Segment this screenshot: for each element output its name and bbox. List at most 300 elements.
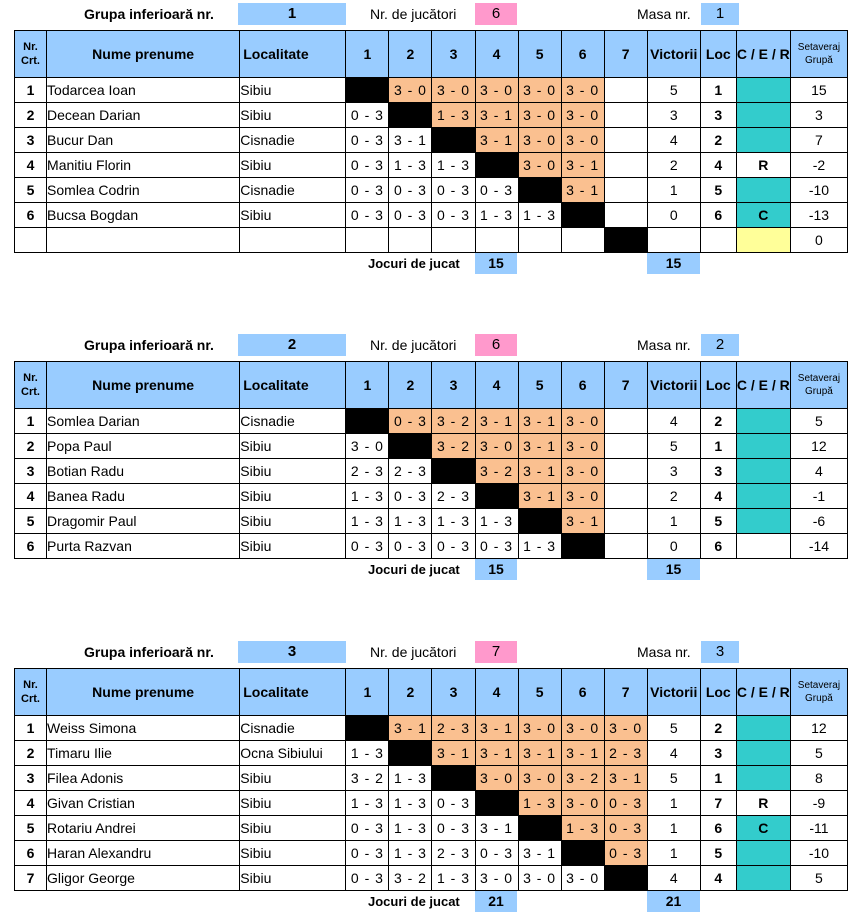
- score-cell[interactable]: 1 - 3: [518, 791, 561, 816]
- score-cell[interactable]: 0 - 3: [432, 534, 475, 559]
- place-cell: 7: [700, 791, 736, 816]
- player-name[interactable]: Dragomir Paul: [47, 509, 240, 534]
- header-col-7: 7: [604, 31, 647, 78]
- score-cell[interactable]: [604, 459, 647, 484]
- player-name[interactable]: Timaru Ilie: [47, 741, 240, 766]
- score-cell[interactable]: 3 - 1: [518, 409, 561, 434]
- score-cell[interactable]: [604, 509, 647, 534]
- group-label: Grupa inferioară nr.: [84, 644, 214, 660]
- score-cell[interactable]: 1 - 3: [389, 816, 432, 841]
- score-cell[interactable]: 3 - 0: [561, 78, 604, 103]
- header-nr: Nr. Crt.: [15, 669, 47, 716]
- score-cell[interactable]: [604, 178, 647, 203]
- table-row: [15, 484, 848, 509]
- player-locality[interactable]: Sibiu: [240, 509, 346, 534]
- score-cell[interactable]: 3 - 0: [475, 866, 518, 891]
- header-col-2: 2: [389, 362, 432, 409]
- victories-cell: 4: [647, 409, 700, 434]
- score-cell[interactable]: 0 - 3: [432, 791, 475, 816]
- group-footer: [14, 253, 848, 275]
- header-setaveraj: Setaveraj Grupă: [790, 31, 847, 78]
- cer-cell[interactable]: [736, 484, 790, 509]
- diagonal-cell: [389, 741, 432, 766]
- row-number: 2: [15, 434, 47, 459]
- header-row: [15, 362, 848, 409]
- cer-cell[interactable]: [736, 741, 790, 766]
- score-cell[interactable]: 3 - 0: [561, 791, 604, 816]
- cer-cell[interactable]: [736, 103, 790, 128]
- score-cell[interactable]: [604, 78, 647, 103]
- score-cell[interactable]: 0 - 3: [432, 816, 475, 841]
- setaveraj-cell: 7: [790, 128, 847, 153]
- diagonal-cell: [561, 534, 604, 559]
- score-cell[interactable]: [604, 128, 647, 153]
- setaveraj-cell: -14: [790, 534, 847, 559]
- score-cell[interactable]: 0 - 3: [604, 791, 647, 816]
- score-cell[interactable]: 3 - 1: [389, 716, 432, 741]
- diagonal-cell: [475, 153, 518, 178]
- victories-cell: 1: [647, 841, 700, 866]
- score-cell[interactable]: 0 - 3: [604, 841, 647, 866]
- cer-cell[interactable]: [736, 128, 790, 153]
- score-cell[interactable]: 3 - 1: [389, 128, 432, 153]
- score-cell[interactable]: 1 - 3: [346, 484, 389, 509]
- header-victorii: Victorii: [647, 669, 700, 716]
- games-count-total: 15: [647, 253, 700, 274]
- score-cell[interactable]: 3 - 0: [561, 459, 604, 484]
- score-cell[interactable]: [604, 534, 647, 559]
- score-cell[interactable]: 0 - 3: [346, 178, 389, 203]
- score-cell[interactable]: 3 - 1: [561, 153, 604, 178]
- group-label: Grupa inferioară nr.: [84, 337, 214, 353]
- table-label: Masa nr.: [637, 337, 691, 353]
- victories-cell: 2: [647, 153, 700, 178]
- row-number: [15, 228, 47, 253]
- player-name[interactable]: Todarcea Ioan: [47, 78, 240, 103]
- score-cell[interactable]: 1 - 3: [518, 534, 561, 559]
- header-place: Loc: [700, 669, 736, 716]
- header-name: Nume prenume: [47, 669, 240, 716]
- setaveraj-cell: 8: [790, 766, 847, 791]
- score-cell[interactable]: 3 - 0: [561, 409, 604, 434]
- victories-cell: 4: [647, 866, 700, 891]
- group-number[interactable]: 1: [238, 3, 346, 25]
- score-cell[interactable]: 1 - 3: [432, 153, 475, 178]
- score-cell[interactable]: 3 - 0: [475, 766, 518, 791]
- cer-cell[interactable]: [736, 534, 790, 559]
- row-number: 6: [15, 534, 47, 559]
- setaveraj-cell: 4: [790, 459, 847, 484]
- cer-cell[interactable]: [736, 78, 790, 103]
- score-cell[interactable]: 3 - 0: [561, 128, 604, 153]
- header-col-7: 7: [604, 362, 647, 409]
- cer-cell[interactable]: R: [736, 791, 790, 816]
- table-number[interactable]: 2: [701, 334, 739, 356]
- score-cell[interactable]: [432, 228, 475, 253]
- cer-cell[interactable]: [736, 841, 790, 866]
- group-header: [14, 2, 848, 30]
- score-cell[interactable]: 3 - 0: [561, 716, 604, 741]
- player-locality[interactable]: Sibiu: [240, 534, 346, 559]
- score-cell[interactable]: [604, 103, 647, 128]
- score-cell[interactable]: 1 - 3: [346, 509, 389, 534]
- score-cell[interactable]: 3 - 0: [561, 103, 604, 128]
- player-name[interactable]: Filea Adonis: [47, 766, 240, 791]
- score-cell[interactable]: 3 - 1: [561, 178, 604, 203]
- score-cell[interactable]: 3 - 1: [561, 741, 604, 766]
- score-cell[interactable]: 1 - 3: [346, 791, 389, 816]
- cer-cell[interactable]: C: [736, 816, 790, 841]
- score-cell[interactable]: 1 - 3: [432, 103, 475, 128]
- player-locality[interactable]: Sibiu: [240, 78, 346, 103]
- score-cell[interactable]: 1 - 3: [475, 203, 518, 228]
- score-cell[interactable]: 0 - 3: [389, 484, 432, 509]
- score-cell[interactable]: 2 - 3: [432, 716, 475, 741]
- table-row: [15, 816, 848, 841]
- player-name[interactable]: Botian Radu: [47, 459, 240, 484]
- victories-cell: 3: [647, 103, 700, 128]
- score-cell[interactable]: [604, 409, 647, 434]
- table-row: [15, 766, 848, 791]
- score-cell[interactable]: 3 - 1: [518, 459, 561, 484]
- score-cell[interactable]: 3 - 0: [561, 484, 604, 509]
- score-cell[interactable]: 0 - 3: [389, 178, 432, 203]
- player-name[interactable]: Bucsa Bogdan: [47, 203, 240, 228]
- score-cell[interactable]: 3 - 1: [518, 484, 561, 509]
- player-name[interactable]: Somlea Darian: [47, 409, 240, 434]
- group-table: [14, 668, 848, 891]
- header-col-2: 2: [389, 669, 432, 716]
- setaveraj-cell: -10: [790, 841, 847, 866]
- score-cell[interactable]: 3 - 1: [475, 816, 518, 841]
- score-cell[interactable]: 3 - 2: [389, 866, 432, 891]
- score-cell[interactable]: 3 - 2: [432, 434, 475, 459]
- player-name[interactable]: Purta Razvan: [47, 534, 240, 559]
- score-cell[interactable]: 0 - 3: [346, 103, 389, 128]
- player-locality[interactable]: Sibiu: [240, 434, 346, 459]
- place-cell: 4: [700, 866, 736, 891]
- header-name: Nume prenume: [47, 31, 240, 78]
- player-name[interactable]: [47, 228, 240, 253]
- score-cell[interactable]: 0 - 3: [432, 178, 475, 203]
- cer-cell[interactable]: R: [736, 153, 790, 178]
- header-nr: Nr. Crt.: [15, 362, 47, 409]
- score-cell[interactable]: 3 - 1: [475, 103, 518, 128]
- player-name[interactable]: Haran Alexandru: [47, 841, 240, 866]
- score-cell[interactable]: 0 - 3: [475, 534, 518, 559]
- score-cell[interactable]: 3 - 0: [518, 153, 561, 178]
- row-number: 5: [15, 509, 47, 534]
- table-row: [15, 128, 848, 153]
- score-cell[interactable]: 3 - 0: [432, 78, 475, 103]
- player-locality[interactable]: [240, 228, 346, 253]
- place-cell: 6: [700, 816, 736, 841]
- cer-cell[interactable]: [736, 716, 790, 741]
- score-cell[interactable]: 3 - 0: [518, 866, 561, 891]
- score-cell[interactable]: 3 - 0: [475, 78, 518, 103]
- score-cell[interactable]: 3 - 2: [561, 766, 604, 791]
- table-row: [15, 203, 848, 228]
- setaveraj-cell: -11: [790, 816, 847, 841]
- diagonal-cell: [432, 766, 475, 791]
- table-number[interactable]: 3: [701, 641, 739, 663]
- player-locality[interactable]: Cisnadie: [240, 178, 346, 203]
- setaveraj-cell: 12: [790, 434, 847, 459]
- score-cell[interactable]: 1 - 3: [475, 509, 518, 534]
- score-cell[interactable]: 3 - 0: [561, 434, 604, 459]
- diagonal-cell: [432, 459, 475, 484]
- score-cell[interactable]: 3 - 1: [475, 741, 518, 766]
- table-number[interactable]: 1: [701, 3, 739, 25]
- setaveraj-cell: 15: [790, 78, 847, 103]
- place-cell: 2: [700, 716, 736, 741]
- score-cell[interactable]: 3 - 1: [475, 716, 518, 741]
- player-name[interactable]: Gligor George: [47, 866, 240, 891]
- setaveraj-cell: -13: [790, 203, 847, 228]
- cer-cell[interactable]: C: [736, 203, 790, 228]
- place-cell: 3: [700, 741, 736, 766]
- player-locality[interactable]: Sibiu: [240, 816, 346, 841]
- player-name[interactable]: Manitiu Florin: [47, 153, 240, 178]
- place-cell: 3: [700, 103, 736, 128]
- score-cell[interactable]: 0 - 3: [346, 841, 389, 866]
- place-cell: 3: [700, 459, 736, 484]
- score-cell[interactable]: 0 - 3: [475, 841, 518, 866]
- score-cell[interactable]: 2 - 3: [389, 459, 432, 484]
- player-locality[interactable]: Sibiu: [240, 841, 346, 866]
- diagonal-cell: [518, 816, 561, 841]
- score-cell[interactable]: 1 - 3: [518, 203, 561, 228]
- score-cell[interactable]: 0 - 3: [346, 866, 389, 891]
- score-cell[interactable]: 1 - 3: [346, 741, 389, 766]
- row-number: 2: [15, 103, 47, 128]
- place-cell: 4: [700, 153, 736, 178]
- cer-cell[interactable]: [736, 866, 790, 891]
- table-row: [15, 741, 848, 766]
- score-cell[interactable]: 3 - 2: [346, 766, 389, 791]
- group-header: [14, 640, 848, 668]
- score-cell[interactable]: 3 - 1: [518, 434, 561, 459]
- setaveraj-cell: -1: [790, 484, 847, 509]
- score-cell[interactable]: 3 - 0: [389, 78, 432, 103]
- score-cell[interactable]: 3 - 1: [475, 128, 518, 153]
- row-number: 3: [15, 766, 47, 791]
- score-cell[interactable]: 1 - 3: [432, 509, 475, 534]
- group-header: [14, 333, 848, 361]
- victories-cell: 0: [647, 203, 700, 228]
- header-locality: Localitate: [240, 669, 346, 716]
- setaveraj-cell: -2: [790, 153, 847, 178]
- score-cell[interactable]: 1 - 3: [389, 153, 432, 178]
- cer-cell[interactable]: [736, 434, 790, 459]
- header-name: Nume prenume: [47, 362, 240, 409]
- score-cell[interactable]: 3 - 0: [518, 128, 561, 153]
- diagonal-cell: [389, 103, 432, 128]
- cer-cell[interactable]: [736, 178, 790, 203]
- score-cell[interactable]: 3 - 1: [518, 841, 561, 866]
- group-1: [14, 2, 848, 275]
- score-cell[interactable]: 3 - 2: [475, 459, 518, 484]
- table-row: [15, 434, 848, 459]
- victories-cell: 1: [647, 791, 700, 816]
- place-cell: [700, 228, 736, 253]
- score-cell[interactable]: 1 - 3: [389, 841, 432, 866]
- player-locality[interactable]: Cisnadie: [240, 716, 346, 741]
- score-cell[interactable]: 2 - 3: [432, 484, 475, 509]
- score-cell[interactable]: 3 - 1: [561, 509, 604, 534]
- player-locality[interactable]: Sibiu: [240, 484, 346, 509]
- player-name[interactable]: Somlea Codrin: [47, 178, 240, 203]
- score-cell[interactable]: [604, 484, 647, 509]
- player-locality[interactable]: Sibiu: [240, 459, 346, 484]
- player-locality[interactable]: Sibiu: [240, 203, 346, 228]
- row-number: 5: [15, 178, 47, 203]
- header-victorii: Victorii: [647, 362, 700, 409]
- header-place: Loc: [700, 362, 736, 409]
- header-col-4: 4: [475, 362, 518, 409]
- score-cell[interactable]: 1 - 3: [561, 816, 604, 841]
- cer-cell[interactable]: [736, 409, 790, 434]
- diagonal-cell: [604, 228, 647, 253]
- player-locality[interactable]: Cisnadie: [240, 409, 346, 434]
- score-cell[interactable]: 3 - 2: [432, 409, 475, 434]
- setaveraj-cell: 5: [790, 866, 847, 891]
- player-name[interactable]: Bucur Dan: [47, 128, 240, 153]
- score-cell[interactable]: 3 - 0: [518, 766, 561, 791]
- score-cell[interactable]: 0 - 3: [346, 128, 389, 153]
- players-count[interactable]: 7: [475, 641, 517, 663]
- score-cell[interactable]: 3 - 0: [518, 716, 561, 741]
- score-cell[interactable]: [561, 228, 604, 253]
- header-locality: Localitate: [240, 362, 346, 409]
- player-locality[interactable]: Sibiu: [240, 791, 346, 816]
- player-name[interactable]: Rotariu Andrei: [47, 816, 240, 841]
- score-cell[interactable]: 3 - 0: [518, 103, 561, 128]
- score-cell[interactable]: [346, 228, 389, 253]
- header-col-3: 3: [432, 362, 475, 409]
- setaveraj-cell: -10: [790, 178, 847, 203]
- header-setaveraj: Setaveraj Grupă: [790, 669, 847, 716]
- player-name[interactable]: Decean Darian: [47, 103, 240, 128]
- score-cell[interactable]: 3 - 0: [518, 78, 561, 103]
- diagonal-cell: [346, 78, 389, 103]
- score-cell[interactable]: 0 - 3: [389, 203, 432, 228]
- table-row: [15, 78, 848, 103]
- table-row: [15, 791, 848, 816]
- score-cell[interactable]: 2 - 3: [432, 841, 475, 866]
- player-locality[interactable]: Sibiu: [240, 866, 346, 891]
- header-col-6: 6: [561, 362, 604, 409]
- player-locality[interactable]: Sibiu: [240, 153, 346, 178]
- cer-cell[interactable]: [736, 228, 790, 253]
- score-cell[interactable]: 2 - 3: [604, 741, 647, 766]
- header-col-4: 4: [475, 669, 518, 716]
- cer-cell[interactable]: [736, 459, 790, 484]
- score-cell[interactable]: 0 - 3: [604, 816, 647, 841]
- header-col-1: 1: [346, 669, 389, 716]
- player-locality[interactable]: Sibiu: [240, 766, 346, 791]
- score-cell[interactable]: 3 - 0: [604, 716, 647, 741]
- score-cell[interactable]: 0 - 3: [475, 178, 518, 203]
- player-name[interactable]: Popa Paul: [47, 434, 240, 459]
- players-count[interactable]: 6: [475, 334, 517, 356]
- score-cell[interactable]: [518, 228, 561, 253]
- player-name[interactable]: Banea Radu: [47, 484, 240, 509]
- players-count[interactable]: 6: [475, 3, 517, 25]
- header-victorii: Victorii: [647, 31, 700, 78]
- score-cell[interactable]: [604, 153, 647, 178]
- group-number[interactable]: 2: [238, 334, 346, 356]
- place-cell: 6: [700, 534, 736, 559]
- score-cell[interactable]: 3 - 1: [518, 741, 561, 766]
- score-cell[interactable]: 1 - 3: [389, 766, 432, 791]
- header-col-2: 2: [389, 31, 432, 78]
- row-number: 6: [15, 203, 47, 228]
- score-cell[interactable]: 3 - 0: [346, 434, 389, 459]
- score-cell[interactable]: 3 - 1: [432, 741, 475, 766]
- score-cell[interactable]: 3 - 1: [475, 409, 518, 434]
- place-cell: 2: [700, 409, 736, 434]
- row-number: 4: [15, 791, 47, 816]
- setaveraj-cell: -6: [790, 509, 847, 534]
- row-number: 1: [15, 78, 47, 103]
- score-cell[interactable]: 0 - 3: [389, 534, 432, 559]
- victories-cell: 1: [647, 178, 700, 203]
- cer-cell[interactable]: [736, 509, 790, 534]
- victories-cell: 5: [647, 716, 700, 741]
- score-cell[interactable]: 2 - 3: [346, 459, 389, 484]
- group-3: [14, 640, 848, 913]
- row-number: 2: [15, 741, 47, 766]
- group-table: [14, 361, 848, 559]
- player-locality[interactable]: Cisnadie: [240, 128, 346, 153]
- score-cell[interactable]: [604, 434, 647, 459]
- score-cell[interactable]: 0 - 3: [346, 153, 389, 178]
- score-cell[interactable]: 0 - 3: [389, 409, 432, 434]
- score-cell[interactable]: 1 - 3: [432, 866, 475, 891]
- group-number[interactable]: 3: [238, 641, 346, 663]
- games-count: 15: [475, 253, 517, 274]
- player-name[interactable]: Givan Cristian: [47, 791, 240, 816]
- place-cell: 1: [700, 766, 736, 791]
- row-number: 7: [15, 866, 47, 891]
- table-row: [15, 534, 848, 559]
- header-setaveraj: Setaveraj Grupă: [790, 362, 847, 409]
- score-cell[interactable]: [604, 203, 647, 228]
- header-cer: C / E / R: [736, 669, 790, 716]
- player-name[interactable]: Weiss Simona: [47, 716, 240, 741]
- header-col-1: 1: [346, 362, 389, 409]
- victories-cell: 4: [647, 128, 700, 153]
- victories-cell: [647, 228, 700, 253]
- score-cell[interactable]: 0 - 3: [346, 203, 389, 228]
- table-row: [15, 459, 848, 484]
- score-cell[interactable]: 0 - 3: [346, 534, 389, 559]
- score-cell[interactable]: 0 - 3: [432, 203, 475, 228]
- cer-cell[interactable]: [736, 766, 790, 791]
- player-locality[interactable]: Sibiu: [240, 103, 346, 128]
- score-cell[interactable]: [475, 228, 518, 253]
- score-cell[interactable]: 1 - 3: [389, 791, 432, 816]
- score-cell[interactable]: 3 - 1: [604, 766, 647, 791]
- score-cell[interactable]: 3 - 0: [475, 434, 518, 459]
- score-cell[interactable]: [389, 228, 432, 253]
- row-number: 1: [15, 409, 47, 434]
- player-locality[interactable]: Ocna Sibiului: [240, 741, 346, 766]
- score-cell[interactable]: 1 - 3: [389, 509, 432, 534]
- score-cell[interactable]: 0 - 3: [346, 816, 389, 841]
- score-cell[interactable]: 3 - 0: [561, 866, 604, 891]
